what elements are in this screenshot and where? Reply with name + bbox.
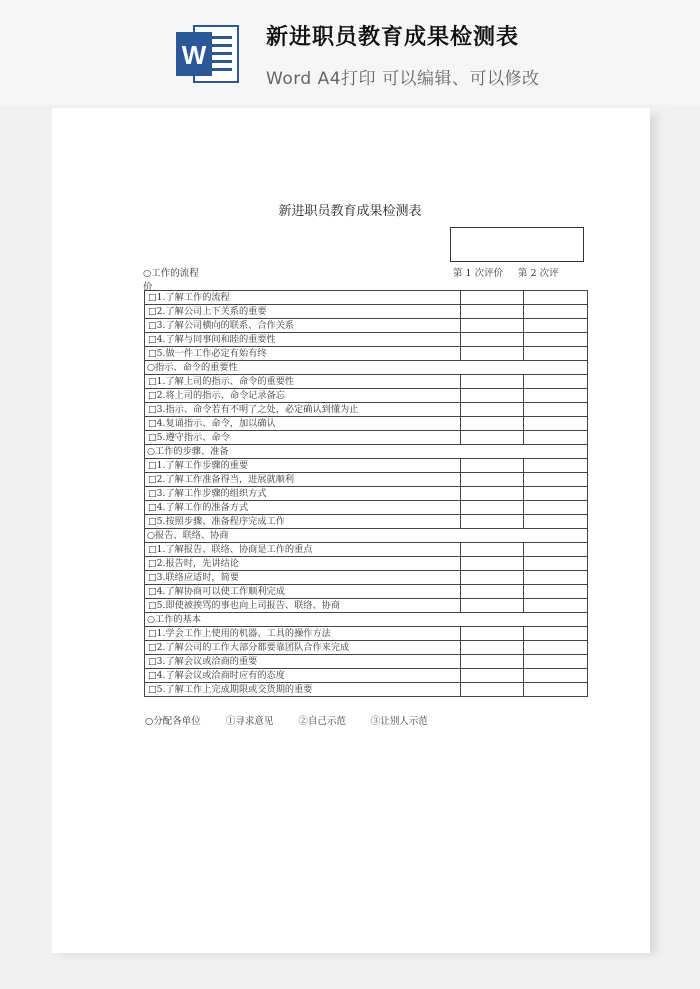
eval-2-cell[interactable] xyxy=(524,319,588,333)
score-box xyxy=(450,227,584,262)
table-row xyxy=(145,389,588,403)
table-row xyxy=(145,417,588,431)
section-heading-row xyxy=(145,361,588,375)
section-heading: ○报告、联络、协商 xyxy=(145,529,588,543)
item-text: □4.复诵指示、命令，加以确认 xyxy=(145,417,461,431)
eval-2-cell[interactable] xyxy=(524,683,588,697)
item-text: □2.报告时，先讲结论 xyxy=(145,557,461,571)
eval-2-cell[interactable] xyxy=(524,543,588,557)
item-text: □2.了解公司的工作大部分都要靠团队合作来完成 xyxy=(145,641,461,655)
table-row xyxy=(145,319,588,333)
item-text: □5.做一件工作必定有始有终 xyxy=(145,347,461,361)
eval-2-cell[interactable] xyxy=(524,655,588,669)
table-row xyxy=(145,487,588,501)
table-row xyxy=(145,291,588,305)
document-title: 新进职员教育成果检测表 xyxy=(278,204,422,219)
section-heading: ○工作的基本 xyxy=(145,613,588,627)
eval-2-cell[interactable] xyxy=(524,599,588,613)
table-row xyxy=(145,347,588,361)
eval-1-cell[interactable] xyxy=(461,389,524,403)
eval-2-cell[interactable] xyxy=(524,459,588,473)
word-icon xyxy=(174,22,242,86)
item-text: □3.联络应适时，简要 xyxy=(145,571,461,585)
banner xyxy=(0,0,700,105)
eval-1-cell[interactable] xyxy=(461,403,524,417)
eval-2-cell[interactable] xyxy=(524,515,588,529)
item-text: □5.按照步骤、准备程序完成工作 xyxy=(145,515,461,529)
eval-2-cell[interactable] xyxy=(524,417,588,431)
eval-1-cell[interactable] xyxy=(461,431,524,445)
eval-1-cell[interactable] xyxy=(461,669,524,683)
table-row xyxy=(145,571,588,585)
eval-2-cell[interactable] xyxy=(524,305,588,319)
item-text: □4.了解工作的准备方式 xyxy=(145,501,461,515)
section-heading-row xyxy=(145,613,588,627)
eval-2-cell[interactable] xyxy=(524,403,588,417)
table-row xyxy=(145,459,588,473)
table-row xyxy=(145,305,588,319)
eval-1-cell[interactable] xyxy=(461,333,524,347)
eval-2-cell[interactable] xyxy=(524,585,588,599)
eval-2-cell[interactable] xyxy=(524,641,588,655)
item-text: □5.即使被挨骂的事也向上司报告、联络、协商 xyxy=(145,599,461,613)
table-row xyxy=(145,669,588,683)
eval-1-cell[interactable] xyxy=(461,571,524,585)
table-row xyxy=(145,473,588,487)
item-text: □4.了解会议或洽商时应有的态度 xyxy=(145,669,461,683)
table-row xyxy=(145,585,588,599)
table-row xyxy=(145,515,588,529)
item-text: □4.了解与同事间和睦的重要性 xyxy=(145,333,461,347)
eval-1-cell[interactable] xyxy=(461,347,524,361)
eval-1-cell[interactable] xyxy=(461,459,524,473)
eval-header-1: 第 1 次评价 xyxy=(453,268,504,279)
footer-option-1: ①寻求意见 xyxy=(225,716,274,727)
eval-1-cell[interactable] xyxy=(461,375,524,389)
section-heading-row xyxy=(145,445,588,459)
eval-1-cell[interactable] xyxy=(461,627,524,641)
item-text: □1.了解报告、联络、协商是工作的重点 xyxy=(145,543,461,557)
table-row xyxy=(145,543,588,557)
item-text: □1.学会工作上使用的机器、工具的操作方法 xyxy=(145,627,461,641)
item-text: □4.了解协商可以使工作顺利完成 xyxy=(145,585,461,599)
checklist-table xyxy=(144,290,588,697)
item-text: □3.指示、命令若有不明了之处，必定确认到懂为止 xyxy=(145,403,461,417)
eval-2-cell[interactable] xyxy=(524,291,588,305)
section-heading: ○指示、命令的重要性 xyxy=(145,361,588,375)
eval-1-cell[interactable] xyxy=(461,305,524,319)
item-text: □5.遵守指示、命令 xyxy=(145,431,461,445)
eval-2-cell[interactable] xyxy=(524,501,588,515)
eval-1-cell[interactable] xyxy=(461,683,524,697)
table-row xyxy=(145,501,588,515)
intro-continuation: 价 xyxy=(143,282,153,293)
footer-option-3: ③让别人示范 xyxy=(370,716,428,727)
footer-heading: ○分配各单位 xyxy=(145,716,201,727)
eval-2-cell[interactable] xyxy=(524,669,588,683)
table-row xyxy=(145,627,588,641)
eval-2-cell[interactable] xyxy=(524,375,588,389)
eval-1-cell[interactable] xyxy=(461,557,524,571)
table-row xyxy=(145,641,588,655)
eval-1-cell[interactable] xyxy=(461,417,524,431)
eval-2-cell[interactable] xyxy=(524,333,588,347)
item-text: □5.了解工作上完成期限或交货期的重要 xyxy=(145,683,461,697)
item-text: □1.了解工作的流程 xyxy=(145,291,461,305)
banner-title: 新进职员教育成果检测表 xyxy=(266,25,520,50)
eval-1-cell[interactable] xyxy=(461,487,524,501)
eval-1-cell[interactable] xyxy=(461,515,524,529)
item-text: □2.了解公司上下关系的重要 xyxy=(145,305,461,319)
item-text: □1.了解上司的指示、命令的重要性 xyxy=(145,375,461,389)
eval-1-cell[interactable] xyxy=(461,473,524,487)
eval-1-cell[interactable] xyxy=(461,543,524,557)
footer-line xyxy=(145,713,450,727)
table-row xyxy=(145,599,588,613)
eval-1-cell[interactable] xyxy=(461,291,524,305)
eval-2-cell[interactable] xyxy=(524,389,588,403)
eval-2-cell[interactable] xyxy=(524,627,588,641)
svg-text:W: W xyxy=(181,40,207,70)
table-row xyxy=(145,557,588,571)
eval-1-cell[interactable] xyxy=(461,655,524,669)
table-row xyxy=(145,375,588,389)
section-heading-row xyxy=(145,529,588,543)
table-row xyxy=(145,655,588,669)
eval-2-cell[interactable] xyxy=(524,473,588,487)
table-row xyxy=(145,403,588,417)
eval-header-2: 第 2 次评 xyxy=(518,268,559,279)
eval-2-cell[interactable] xyxy=(524,347,588,361)
eval-2-cell[interactable] xyxy=(524,431,588,445)
item-text: □2.将上司的指示、命令记录备忘 xyxy=(145,389,461,403)
item-text: □2.了解工作准备得当，进展就顺利 xyxy=(145,473,461,487)
eval-1-cell[interactable] xyxy=(461,641,524,655)
item-text: □3.了解公司横向的联系、合作关系 xyxy=(145,319,461,333)
eval-1-cell[interactable] xyxy=(461,501,524,515)
eval-1-cell[interactable] xyxy=(461,599,524,613)
footer-option-2: ②自己示范 xyxy=(298,716,346,727)
eval-1-cell[interactable] xyxy=(461,319,524,333)
table-row xyxy=(145,431,588,445)
eval-2-cell[interactable] xyxy=(524,557,588,571)
banner-subtitle: Word A4打印 可以编辑、可以修改 xyxy=(266,69,540,89)
intro-heading: ○工作的流程 xyxy=(143,268,199,279)
table-row xyxy=(145,683,588,697)
eval-2-cell[interactable] xyxy=(524,571,588,585)
item-text: □1.了解工作步骤的重要 xyxy=(145,459,461,473)
item-text: □3.了解工作步骤的组织方式 xyxy=(145,487,461,501)
item-text: □3.了解会议或洽商的重要 xyxy=(145,655,461,669)
eval-2-cell[interactable] xyxy=(524,487,588,501)
section-heading: ○工作的步骤、准备 xyxy=(145,445,588,459)
eval-1-cell[interactable] xyxy=(461,585,524,599)
table-row xyxy=(145,333,588,347)
